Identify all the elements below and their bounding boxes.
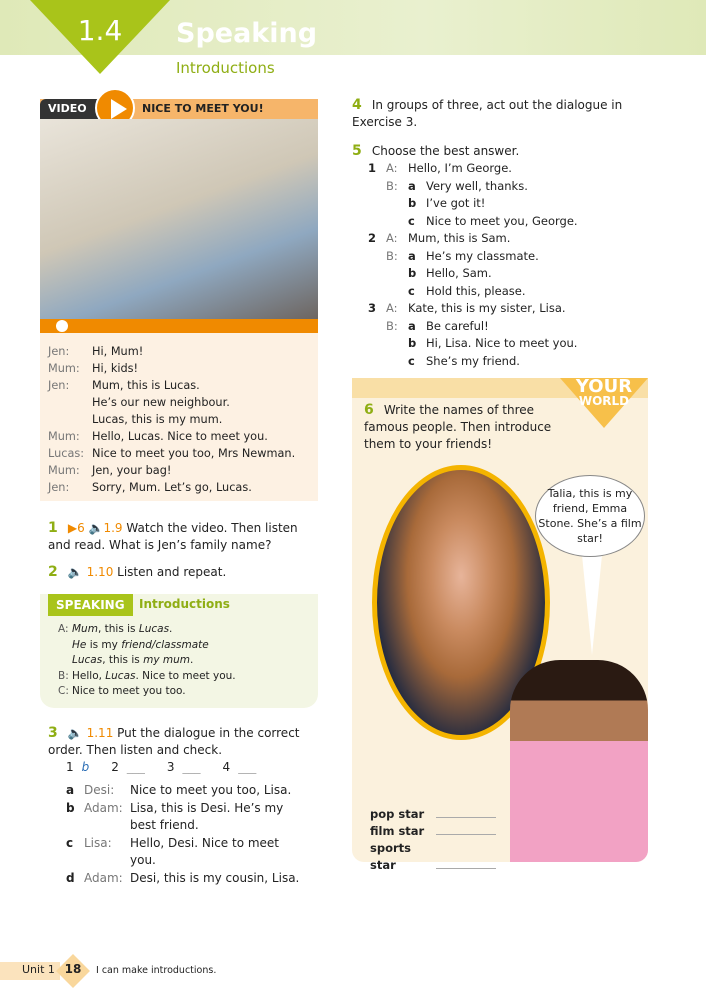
line-text: He is my friend/classmate [72,638,209,651]
option-text: Hold this, please. [426,283,526,298]
ex5-questions [368,160,578,370]
dialogue-line [48,445,318,462]
page-subtitle: Introductions [176,59,275,77]
write-fields [370,806,496,874]
footer-unit: Unit 1 [22,963,55,976]
speaker-label [386,283,408,301]
field-input[interactable] [436,868,496,869]
question [368,230,578,248]
line-text: Lucas, this is my mum. [92,413,223,426]
speaker: Mum: [48,362,80,375]
option-text: Be careful! [426,318,489,333]
play-icon[interactable] [56,320,68,332]
slot-answer: ___ [182,760,201,774]
exercise-number: 1 [48,520,58,536]
audio-track: 1.11 [86,726,114,740]
list-item [66,800,300,835]
option-text: Hi, Lisa. Nice to meet you. [426,336,578,350]
speaker-label: A: [386,301,398,315]
question-text: Kate, this is my sister, Lisa. [408,301,566,315]
speaker [58,638,72,654]
order-slot [66,760,89,774]
option-letter: a [408,318,416,333]
world-label: WORLD [578,394,630,408]
speaker: Jen: [48,379,70,392]
line-text: Mum, this is Lucas. [72,623,173,635]
speaker: Mum: [48,430,80,443]
exercise-6 [364,402,554,453]
option-text: Hello, Sam. [426,266,492,280]
dialogue-line [48,411,318,428]
dialogue-line [48,343,318,360]
option-letter: b [408,266,417,280]
slot-answer: b [81,760,90,774]
ex3-items [66,782,300,887]
exercise-number: 2 [48,564,58,580]
unit-number: 1.4 [77,14,123,47]
list-item [66,870,300,888]
footer-goal: I can make introductions. [96,965,217,976]
speaker-label: B: [386,318,398,333]
slot-answer: ___ [126,760,145,774]
answer-option[interactable] [368,265,578,283]
video-ref: 6 [77,521,85,535]
speaking-line [58,653,236,669]
order-answers [66,760,278,774]
answer-option[interactable] [368,353,578,371]
option-text: Nice to meet you, George. [426,213,578,228]
item-letter: a [66,783,75,797]
answer-option[interactable] [368,283,578,301]
exercise-4 [352,97,642,131]
line-text: He’s our new neighbour. [92,396,230,409]
audio-track: 1.10 [86,565,114,579]
field-input[interactable] [436,817,496,818]
line-text: Mum, this is Lucas. [92,379,200,392]
dialogue-line [48,394,318,411]
dialogue-line [48,462,318,479]
slot-number: 3 [166,760,175,774]
field-label: pop star [370,807,425,821]
list-item [66,782,300,800]
speaking-line [58,669,236,685]
speaker-label [386,213,408,231]
speaker: Adam: [84,870,123,885]
speaker-label: B: [386,248,398,263]
exercise-text: In groups of three, act out the dialogue in Exercise 3. [352,98,623,129]
answer-option[interactable] [368,248,578,266]
speaking-line [58,684,236,700]
exercise-5 [352,143,519,160]
speaker-label: A: [386,161,398,175]
answer-option[interactable] [368,335,578,353]
option-letter: b [408,196,417,210]
write-field [370,806,496,823]
speaker: Mum: [48,464,80,477]
speaker: Lisa: [84,835,112,850]
speaker-label: B: [386,178,398,193]
speaker-label [386,265,408,283]
order-slot [223,760,257,774]
option-text: He’s my classmate. [426,248,539,263]
exercise-text: Choose the best answer. [371,144,520,158]
speaker [48,394,92,411]
video-title: NICE TO MEET YOU! [142,102,264,115]
page-title: Speaking [176,18,318,49]
item-letter: d [66,870,75,885]
field-label: film star [370,824,425,838]
line-text: Lisa, this is Desi. He’s my best friend. [130,800,284,832]
speaking-tag: SPEAKING [48,594,133,616]
speaker [58,653,72,669]
girl-photo [510,660,648,862]
option-letter: c [408,353,415,368]
speech-bubble: Talia, this is my friend, Emma Stone. She’s a film star! [535,475,645,557]
option-letter: c [408,283,415,298]
line-text: Desi, this is my cousin, Lisa. [130,870,300,885]
dialogue-line [48,479,318,496]
item-letter: b [66,800,75,815]
audio-track: 1.9 [103,521,123,535]
exercise-text: Watch the video. Then listen and read. What is Jen’s family name? [48,521,298,552]
slot-number: 2 [111,760,119,774]
option-text: Very well, thanks. [426,178,528,193]
option-letter: c [408,213,415,228]
answer-option[interactable] [368,195,578,213]
speaker [48,411,92,428]
line-text: Hello, Lucas. Nice to meet you. [92,430,268,443]
line-text: Lucas, this is my mum. [72,654,194,666]
option-letter: a [408,248,416,263]
line-text: Nice to meet you too, Mrs Newman. [92,447,296,460]
exercise-text: Put the dialogue in the correct order. Then listen and check. [48,726,300,757]
exercise-1 [48,520,318,554]
slot-number: 1 [66,760,74,774]
answer-option[interactable] [368,178,578,196]
exercise-number: 3 [48,725,58,741]
speaker: Adam: [84,800,123,815]
list-item [66,835,300,870]
answer-option[interactable] [368,213,578,231]
question-number: 1 [368,161,377,175]
line-text: Hello, Lucas. Nice to meet you. [72,669,236,682]
line-text: Jen, your bag! [92,464,172,477]
field-input[interactable] [436,834,496,835]
line-text: Nice to meet you too. [72,685,186,697]
audio-icon[interactable]: 🔈 [67,565,83,579]
speaker: B: [58,669,69,682]
exercise-number: 6 [364,402,374,418]
dialogue-line [48,428,318,445]
video-label: VIDEO [40,99,100,119]
slot-number: 4 [222,760,231,774]
write-field [370,840,496,874]
line-text: Hi, Mum! [92,345,144,358]
speaker-label [386,335,408,353]
dialogue-line [48,360,318,377]
option-letter: b [408,336,417,350]
option-letter: a [408,178,416,193]
dialogue-line [48,377,318,394]
your-world-label [560,376,648,408]
your-label: YOUR [575,376,633,397]
line-text: Hello, Desi. Nice to meet you. [130,835,280,867]
audio-icon[interactable]: 🔈 [67,726,83,740]
speech-bubble-tail [582,555,602,655]
order-slot [111,760,145,774]
speaker: Jen: [48,345,70,358]
line-text: Nice to meet you too, Lisa. [130,783,292,797]
question-text: Mum, this is Sam. [408,231,511,245]
speaking-title: Introductions [139,597,230,611]
question [368,300,578,318]
audio-icon[interactable]: 🔈 [88,521,104,535]
order-slot [167,760,201,774]
exercise-text: Write the names of three famous people. Then introduce them to your friends! [364,403,552,451]
video-icon[interactable]: ▶ [67,521,78,535]
option-text: She’s my friend. [426,353,520,368]
speaker: C: [58,685,69,697]
speaker-label: A: [386,231,398,245]
question-number: 3 [368,301,377,315]
line-text: Sorry, Mum. Let’s go, Lucas. [92,481,252,494]
exercise-2 [48,564,226,581]
speaker: Desi: [84,783,115,797]
speaking-line [58,622,236,638]
question-number: 2 [368,231,377,245]
write-field [370,823,496,840]
speaker: Lucas: [48,447,85,460]
option-text: I’ve got it! [426,196,486,210]
speaker: A: [58,623,69,635]
speaking-line [58,638,236,654]
exercise-3 [48,725,318,759]
exercise-text: Listen and repeat. [117,565,227,579]
speaker-label [386,195,408,213]
exercise-number: 4 [352,97,362,113]
speaker: Jen: [48,481,70,494]
slot-answer: ___ [238,760,257,774]
question-text: Hello, I’m George. [408,161,512,175]
line-text: Hi, kids! [92,362,139,375]
video-control-bar[interactable] [40,319,318,333]
exercise-number: 5 [352,143,362,159]
video-dialogue [40,333,318,501]
item-letter: c [66,835,74,850]
page-number: 18 [64,962,82,976]
speaker-label [386,353,408,371]
field-label: sports star [370,841,411,872]
answer-option[interactable] [368,318,578,336]
video-still-image[interactable] [40,119,318,319]
question [368,160,578,178]
